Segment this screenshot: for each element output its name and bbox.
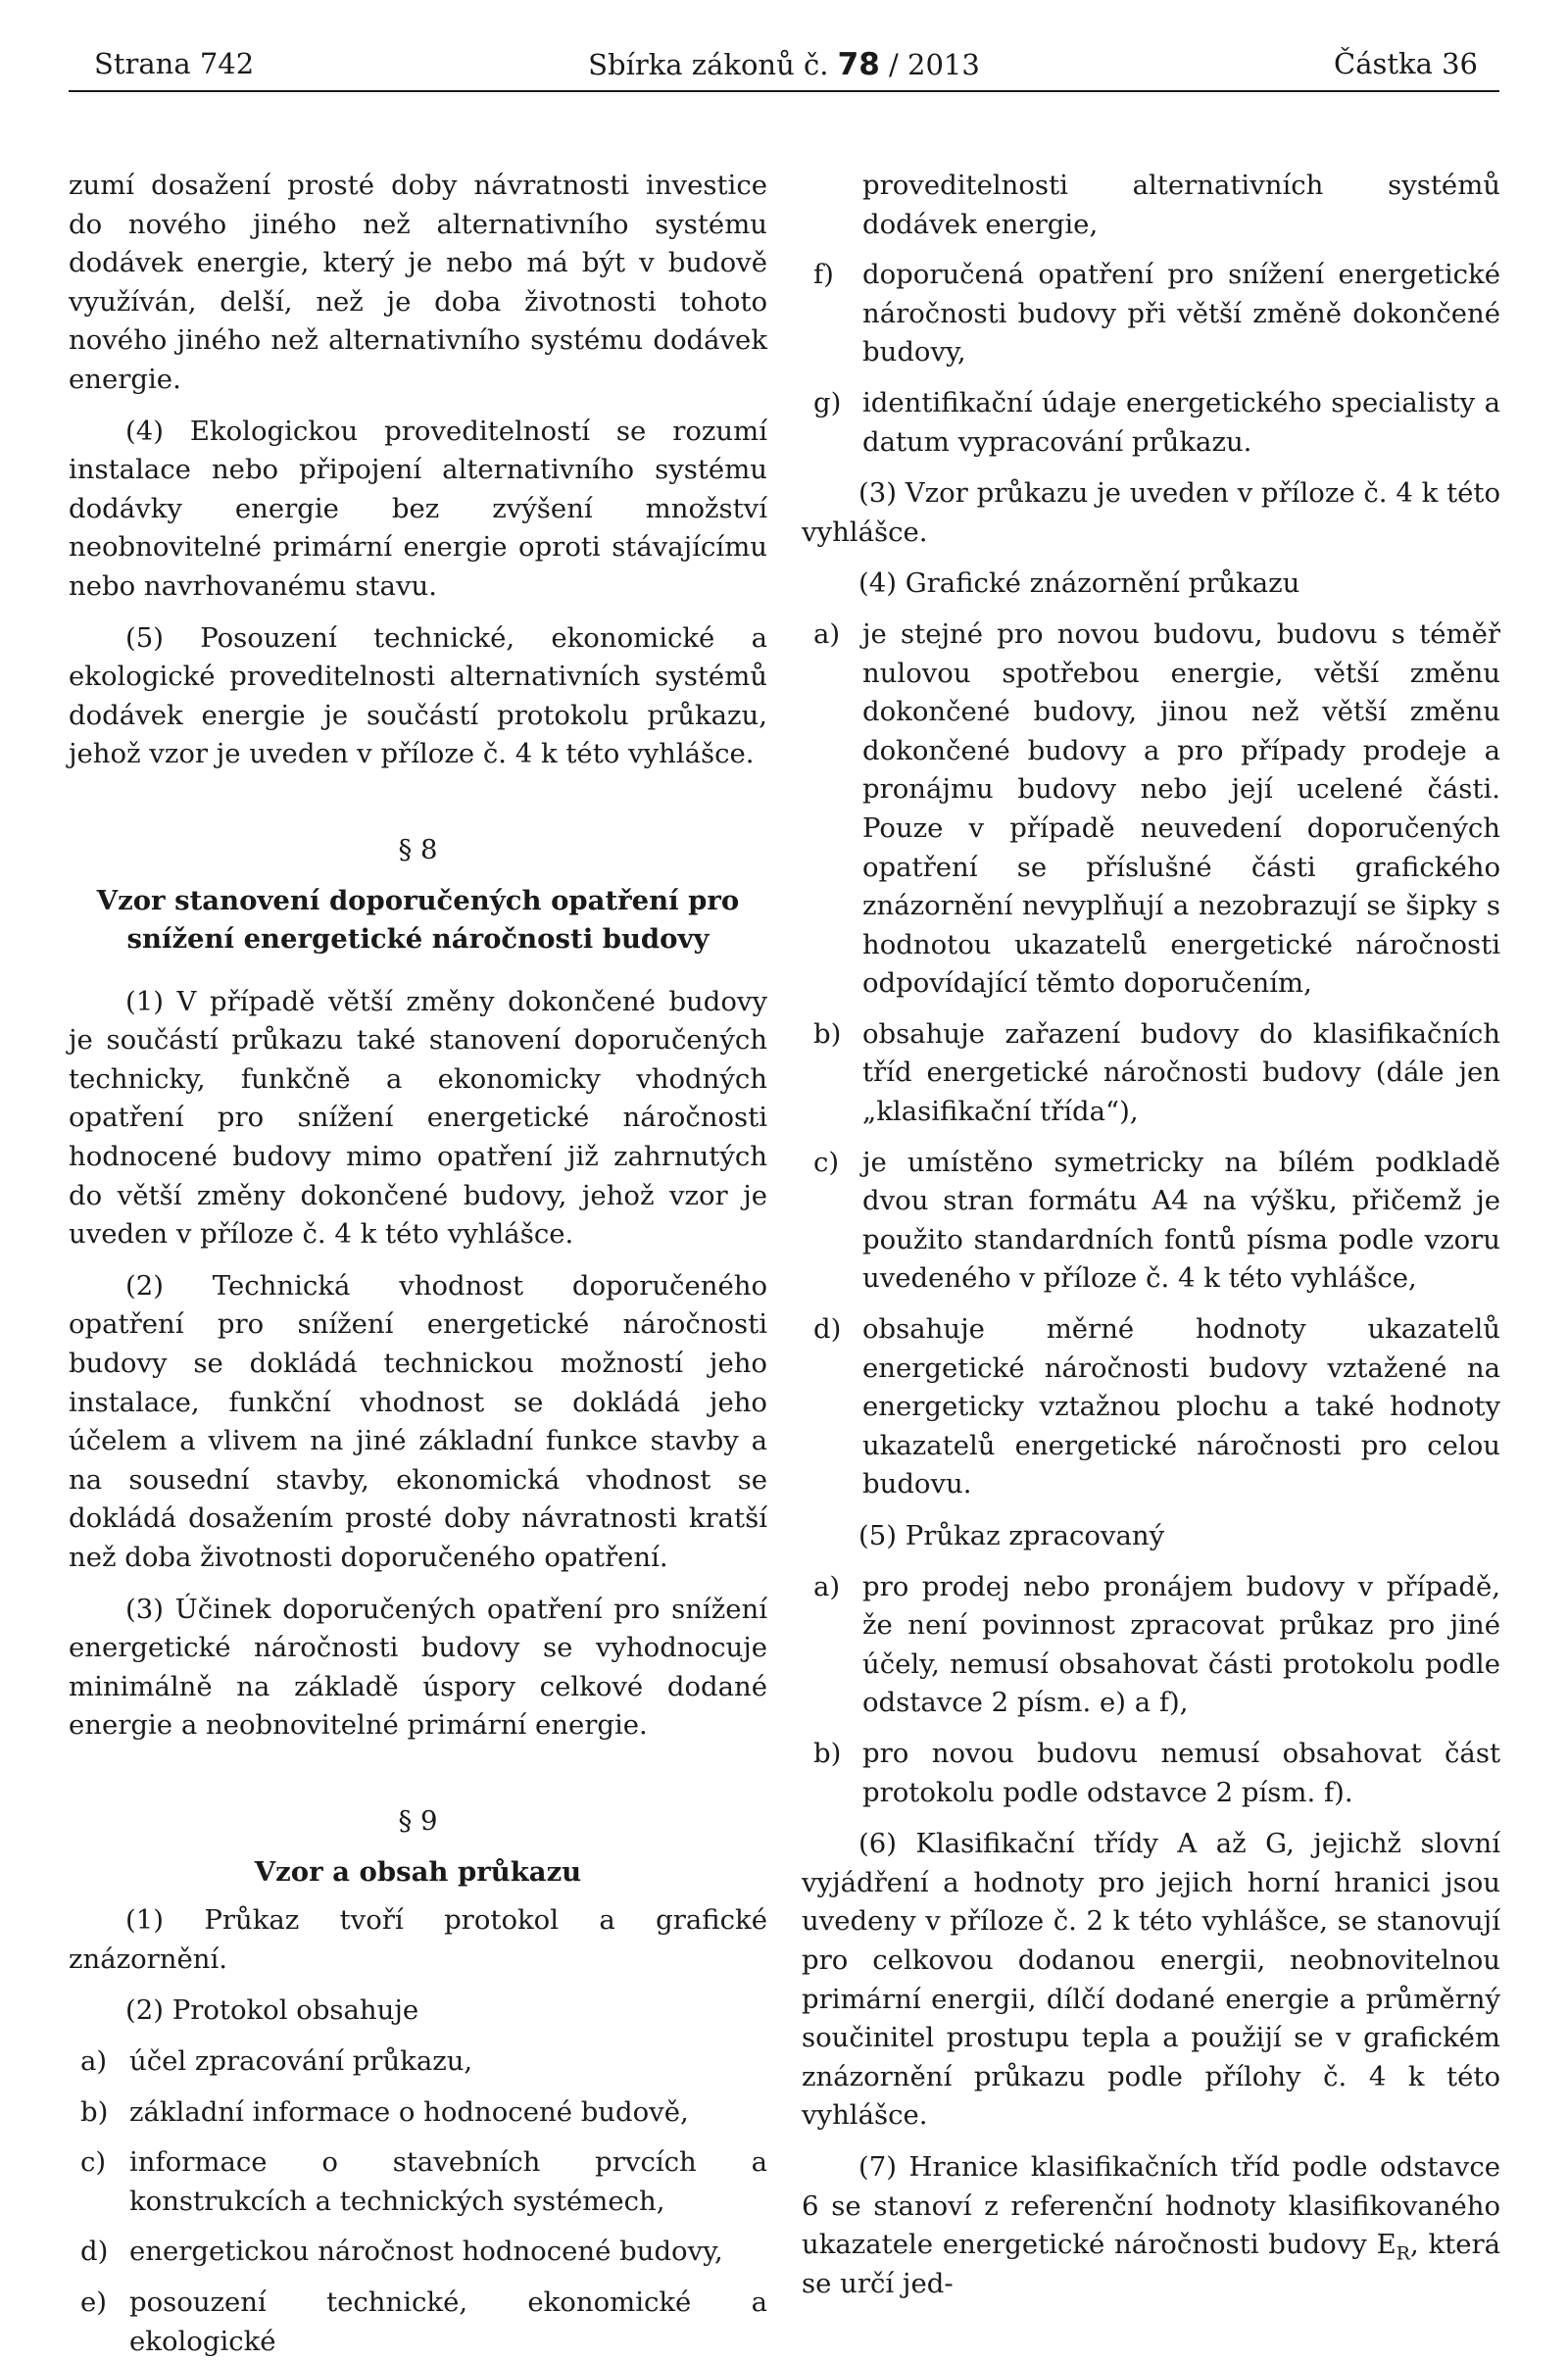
left-column [69, 167, 767, 2361]
paragraph-7-5: (5) Posouzení technické, ekonomické a ekologické proveditelnosti alternativních systémů dodávek energie je součástí protokolu průkazu, jehož vzor je uveden v příloze č. 4 k této vyhlášce. [69, 621, 767, 770]
list-item-text: pro novou budovu nemusí obsahovat část protokolu podle odstavce 2 písm. f). [862, 1737, 1500, 1808]
paragraph-7-4: (4) Ekologickou proveditelností se rozumí instalace nebo připojení alternativního systému dodávky energie bez zvýšení množství neobnovitelné primární energie oproti stávajícímu nebo navrhovanému stavu. [69, 415, 767, 602]
paragraph-8-2: (2) Technická vhodnost doporučeného opatření pro snížení energetické náročnosti budovy se dokládá technickou možností jeho instalace, funkční vhodnost se dokládá jeho účelem a vlivem na jiné základní funkce stavby a na sousední stavby, ekonomická vhodnost se dokládá dosažením prosté doby návratnosti kratší než doba životnosti doporučeného opatření. [69, 1269, 767, 1573]
paragraph-9-7-text-a: (7) Hranice klasifikačních tříd podle odstavce 6 se stanoví z referenční hodnoty klasifikovaného ukazatele energetické náročnosti budovy E [802, 2150, 1500, 2261]
list-item [802, 1735, 1500, 1812]
list-item-label: g) [813, 386, 842, 418]
list-item-text: doporučená opatření pro snížení energetické náročnosti budovy při větší změně dokončené budovy, [862, 259, 1500, 369]
paragraph-9-1: (1) Průkaz tvoří protokol a grafické znázornění. [69, 1904, 767, 1975]
page-number: Strana 742 [94, 47, 255, 80]
part-number: Částka 36 [1334, 47, 1478, 80]
section-9-number: § 9 [398, 1804, 438, 1837]
page-header [69, 45, 1499, 92]
paragraph-8-3: (3) Účinek doporučených opatření pro snížení energetické náročnosti budovy se vyhodnocuje minimálně na základě úspory celkové dodané energie a neobnovitelné primární energie. [69, 1593, 767, 1742]
collection-title [69, 47, 1499, 82]
list-item [802, 615, 1500, 1004]
list-item-label: d) [813, 1313, 842, 1346]
list-item [69, 2093, 767, 2133]
list-item-label: b) [813, 1017, 842, 1050]
collection-label: Sbírka zákonů č. [588, 48, 829, 81]
list-item [802, 256, 1500, 372]
list-item-label: f) [813, 259, 834, 291]
section-8-number: § 8 [398, 833, 438, 865]
list-item-label: a) [813, 617, 841, 650]
list-item [802, 1015, 1500, 1132]
paragraph-continuation: zumí dosažení prosté doby návratnosti investice do nového jiného než alternativního systému dodávek energie, který je nebo má být v budově využíván, delší, než je doba životnosti tohoto nového jiného než alternativního systému dodávek energie. [69, 170, 767, 395]
list-item-label: b) [80, 2095, 109, 2128]
list-item [69, 2284, 767, 2361]
section-9-title: Vzor a obsah průkazu [254, 1855, 582, 1888]
list-item-label: b) [813, 1737, 842, 1769]
list-item [802, 1568, 1500, 1723]
paragraph-9-4: (4) Grafické znázornění průkazu [858, 567, 1300, 600]
paragraph-8-1: (1) V případě větší změny dokončené budovy je součástí průkazu také stanovení doporučených technicky, funkčně a ekonomicky vhodných opatření pro snížení energetické náročnosti hodnocené budovy mimo opatření již zahrnutých do větší změny dokončené budovy, jehož vzor je uveden v příloze č. 4 k této vyhlášce. [69, 985, 767, 1251]
list-item-label: e) [80, 2286, 108, 2318]
list-item [802, 384, 1500, 462]
list-item-text: účel zpracování průkazu, [129, 2044, 473, 2077]
list-item-continuation: proveditelnosti alternativních systémů dodávek energie, [862, 170, 1500, 240]
list-item-text: energetickou náročnost hodnocené budovy, [129, 2236, 723, 2268]
list-item-label: a) [813, 1570, 841, 1602]
collection-year: / 2013 [889, 48, 980, 81]
list-item-text: obsahuje měrné hodnoty ukazatelů energetické náročnosti budovy vztažené na energeticky vztažnou plochu a také hodnoty ukazatelů energetické náročnosti pro celou budovu. [862, 1313, 1500, 1500]
list-item-label: c) [80, 2146, 107, 2179]
list-item-text: identifikační údaje energetického specialisty a datum vypracování průkazu. [862, 386, 1500, 458]
list-item-text: je stejné pro novou budovu, budovu s téměř nulovou spotřebou energie, větší změnu dokončené budovy, jinou než větší změnu dokončené budovy a pro případy prodeje a pronájmu budovy nebo její ucelené části. Pouze v případě neuvedení doporučených opatření se příslušné části grafického znázornění nevyplňují a nezobrazují se šipky s hodnotou ukazatelů energetické náročnosti odpovídající těmto doporučením, [862, 617, 1500, 1000]
paragraph-9-7-text-b: , která se určí jed- [802, 2229, 1501, 2299]
collection-number: 78 [837, 47, 880, 82]
list-item-text: je umístěno symetricky na bílém podkladě dvou stran formátu A4 na výšku, přičemž je použito standardních fontů písma podle vzoru uvedeného v příloze č. 4 k této vyhlášce, [862, 1146, 1500, 1295]
right-column [802, 167, 1500, 2303]
list-item-text: informace o stavebních prvcích a konstrukcích a technických systémech, [129, 2146, 767, 2217]
energy-subscript: R [1396, 2242, 1410, 2265]
list-item [69, 2143, 767, 2221]
list-item-text: pro prodej nebo pronájem budovy v případě, že není povinnost zpracovat průkaz pro jiné účely, nemusí obsahovat části protokolu podle odstavce 2 písm. e) a f), [862, 1570, 1500, 1719]
list-item-text: základní informace o hodnocené budově, [129, 2095, 689, 2128]
paragraph-9-2: (2) Protokol obsahuje [125, 1994, 419, 2027]
section-8-title: Vzor stanovení doporučených opatření pro snížení energetické náročnosti budovy [96, 884, 740, 956]
list-item [802, 1144, 1500, 1299]
list-item [802, 1310, 1500, 1504]
list-item [69, 2042, 767, 2082]
list-item-label: a) [80, 2044, 108, 2077]
paragraph-9-7 [802, 2148, 1500, 2303]
paragraph-9-5: (5) Průkaz zpracovaný [858, 1520, 1165, 1551]
list-item-label: d) [80, 2236, 109, 2268]
list-item [69, 2233, 767, 2272]
list-item-text: posouzení technické, ekonomické a ekologické [129, 2286, 767, 2357]
list-item-label: c) [813, 1146, 840, 1178]
paragraph-9-6: (6) Klasifikační třídy A až G, jejichž slovní vyjádření a hodnoty pro jejich horní hranici jsou uvedeny v příloze č. 2 k této vyhlášce, se stanovují pro celkovou dodanou energii, neobnovitelnou primární energii, dílčí dodané energie a průměrný součinitel prostupu tepla a použijí se v grafickém znázornění průkazu podle přílohy č. 4 k této vyhlášce. [802, 1828, 1500, 2132]
list-item-text: obsahuje zařazení budovy do klasifikačních tříd energetické náročnosti budovy (dále jen „klasifikační třída“), [862, 1017, 1500, 1128]
paragraph-9-3: (3) Vzor průkazu je uveden v příloze č. 4 k této vyhlášce. [802, 477, 1500, 548]
